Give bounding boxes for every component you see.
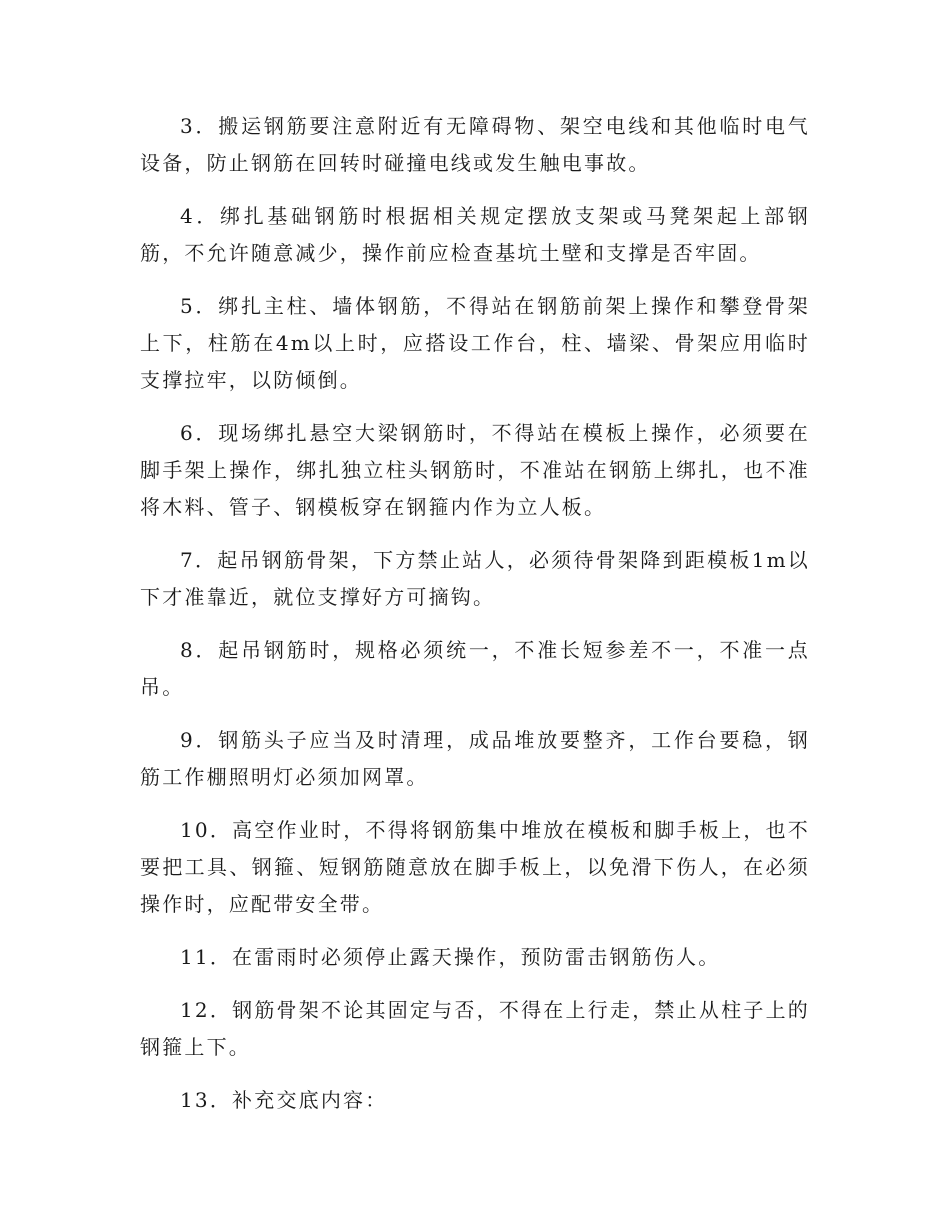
paragraph-item-7: 7．起吊钢筋骨架，下方禁止站人，必须待骨架降到距模板1m以下才准靠近，就位支撑好方可摘钩。 xyxy=(140,548,810,609)
paragraph-item-9: 9．钢筋头子应当及时清理，成品堆放要整齐，工作台要稳，钢筋工作棚照明灯必须加网罩。 xyxy=(140,728,810,789)
paragraph-item-8: 8．起吊钢筋时，规格必须统一，不准长短参差不一，不准一点吊。 xyxy=(140,638,810,699)
paragraph-item-4: 4．绑扎基础钢筋时根据相关规定摆放支架或马凳架起上部钢筋，不允许随意减少，操作前应检查基坑土壁和支撑是否牢固。 xyxy=(140,204,810,265)
paragraph-item-13: 13．补充交底内容： xyxy=(180,1088,388,1112)
paragraph-item-10: 10．高空作业时，不得将钢筋集中堆放在模板和脚手板上，也不要把工具、钢箍、短钢筋随意放在脚手板上，以免滑下伤人，在必须操作时，应配带安全带。 xyxy=(140,818,810,916)
paragraph-item-3: 3．搬运钢筋要注意附近有无障碍物、架空电线和其他临时电气设备，防止钢筋在回转时碰撞电线或发生触电事故。 xyxy=(140,114,810,175)
document-body xyxy=(140,108,810,1135)
paragraph-item-12: 12．钢筋骨架不论其固定与否，不得在上行走，禁止从柱子上的钢箍上下。 xyxy=(140,998,810,1059)
paragraph-item-6: 6．现场绑扎悬空大梁钢筋时，不得站在模板上操作，必须要在脚手架上操作，绑扎独立柱头钢筋时，不准站在钢筋上绑扎，也不准将木料、管子、钢模板穿在钢箍内作为立人板。 xyxy=(140,421,810,519)
paragraph-item-5: 5．绑扎主柱、墙体钢筋，不得站在钢筋前架上操作和攀登骨架上下，柱筋在4m以上时，应搭设工作台，柱、墙梁、骨架应用临时支撑拉牢，以防倾倒。 xyxy=(140,294,810,392)
paragraph-item-11: 11．在雷雨时必须停止露天操作，预防雷击钢筋伤人。 xyxy=(180,945,721,969)
